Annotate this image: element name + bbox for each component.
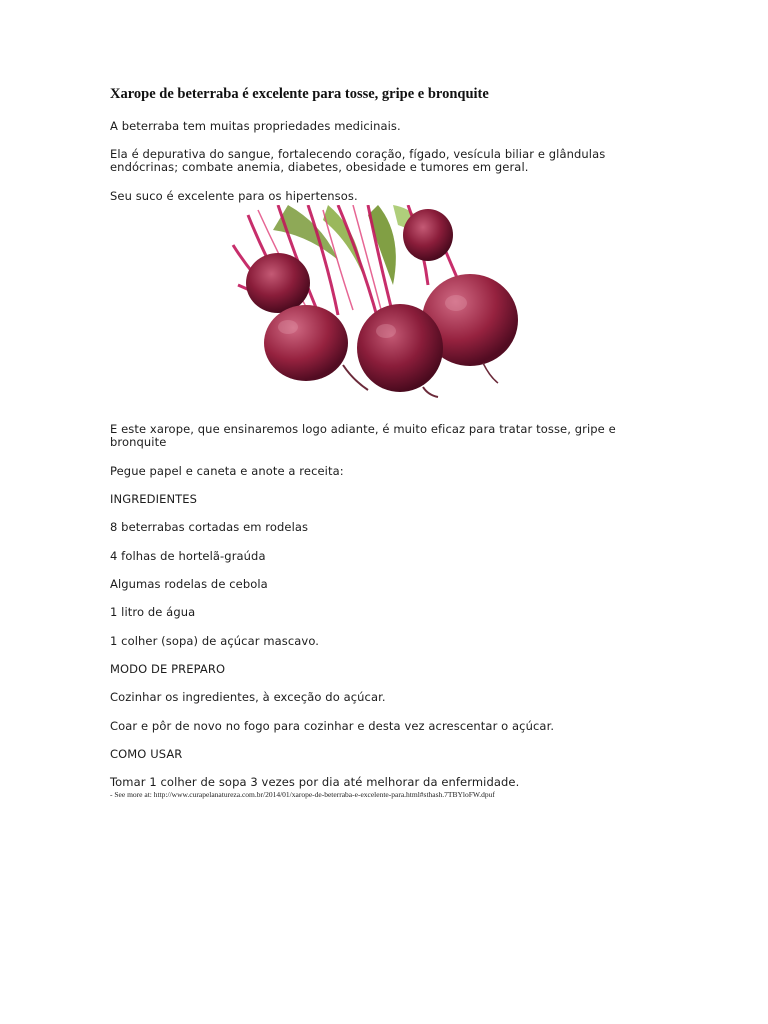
paragraph-juice: Seu suco é excelente para os hipertensos.	[110, 189, 358, 203]
page-title: Xarope de beterraba é excelente para tosse, gripe e bronquite	[110, 86, 489, 102]
paragraph-syrup: E este xarope, que ensinaremos logo adiante, é muito eficaz para tratar tosse, gripe e bronquite	[110, 422, 616, 449]
paragraph-instructions: Pegue papel e caneta e anote a receita:	[110, 464, 344, 478]
usage-text: Tomar 1 colher de sopa 3 vezes por dia até melhorar da enfermidade.	[110, 775, 520, 789]
ingredient-item: 1 litro de água	[110, 605, 196, 619]
heading-preparation: MODO DE PREPARO	[110, 662, 226, 676]
preparation-step: Coar e pôr de novo no fogo para cozinhar e desta vez acrescentar o açúcar.	[110, 719, 555, 733]
ingredient-item: Algumas rodelas de cebola	[110, 577, 268, 591]
paragraph-benefits: Ela é depurativa do sangue, fortalecendo coração, fígado, vesícula biliar e glândulas endócrinas; combate anemia, diabetes, obesidade e tumores em geral.	[110, 147, 606, 174]
ingredient-item: 1 colher (sopa) de açúcar mascavo.	[110, 634, 320, 648]
source-link[interactable]: - See more at: http://www.curapelanatureza.com.br/2014/01/xarope-de-beterraba-e-excelente-para.html#sthash.7TBYloFW.dpuf	[110, 790, 495, 799]
heading-usage: COMO USAR	[110, 747, 183, 761]
paragraph-intro: A beterraba tem muitas propriedades medicinais.	[110, 119, 401, 133]
ingredient-item: 4 folhas de hortelã-graúda	[110, 549, 266, 563]
ingredient-item: 8 beterrabas cortadas em rodelas	[110, 520, 309, 534]
beetroot-photo	[228, 205, 538, 400]
heading-ingredients: INGREDIENTES	[110, 492, 198, 506]
preparation-step: Cozinhar os ingredientes, à exceção do açúcar.	[110, 690, 386, 704]
